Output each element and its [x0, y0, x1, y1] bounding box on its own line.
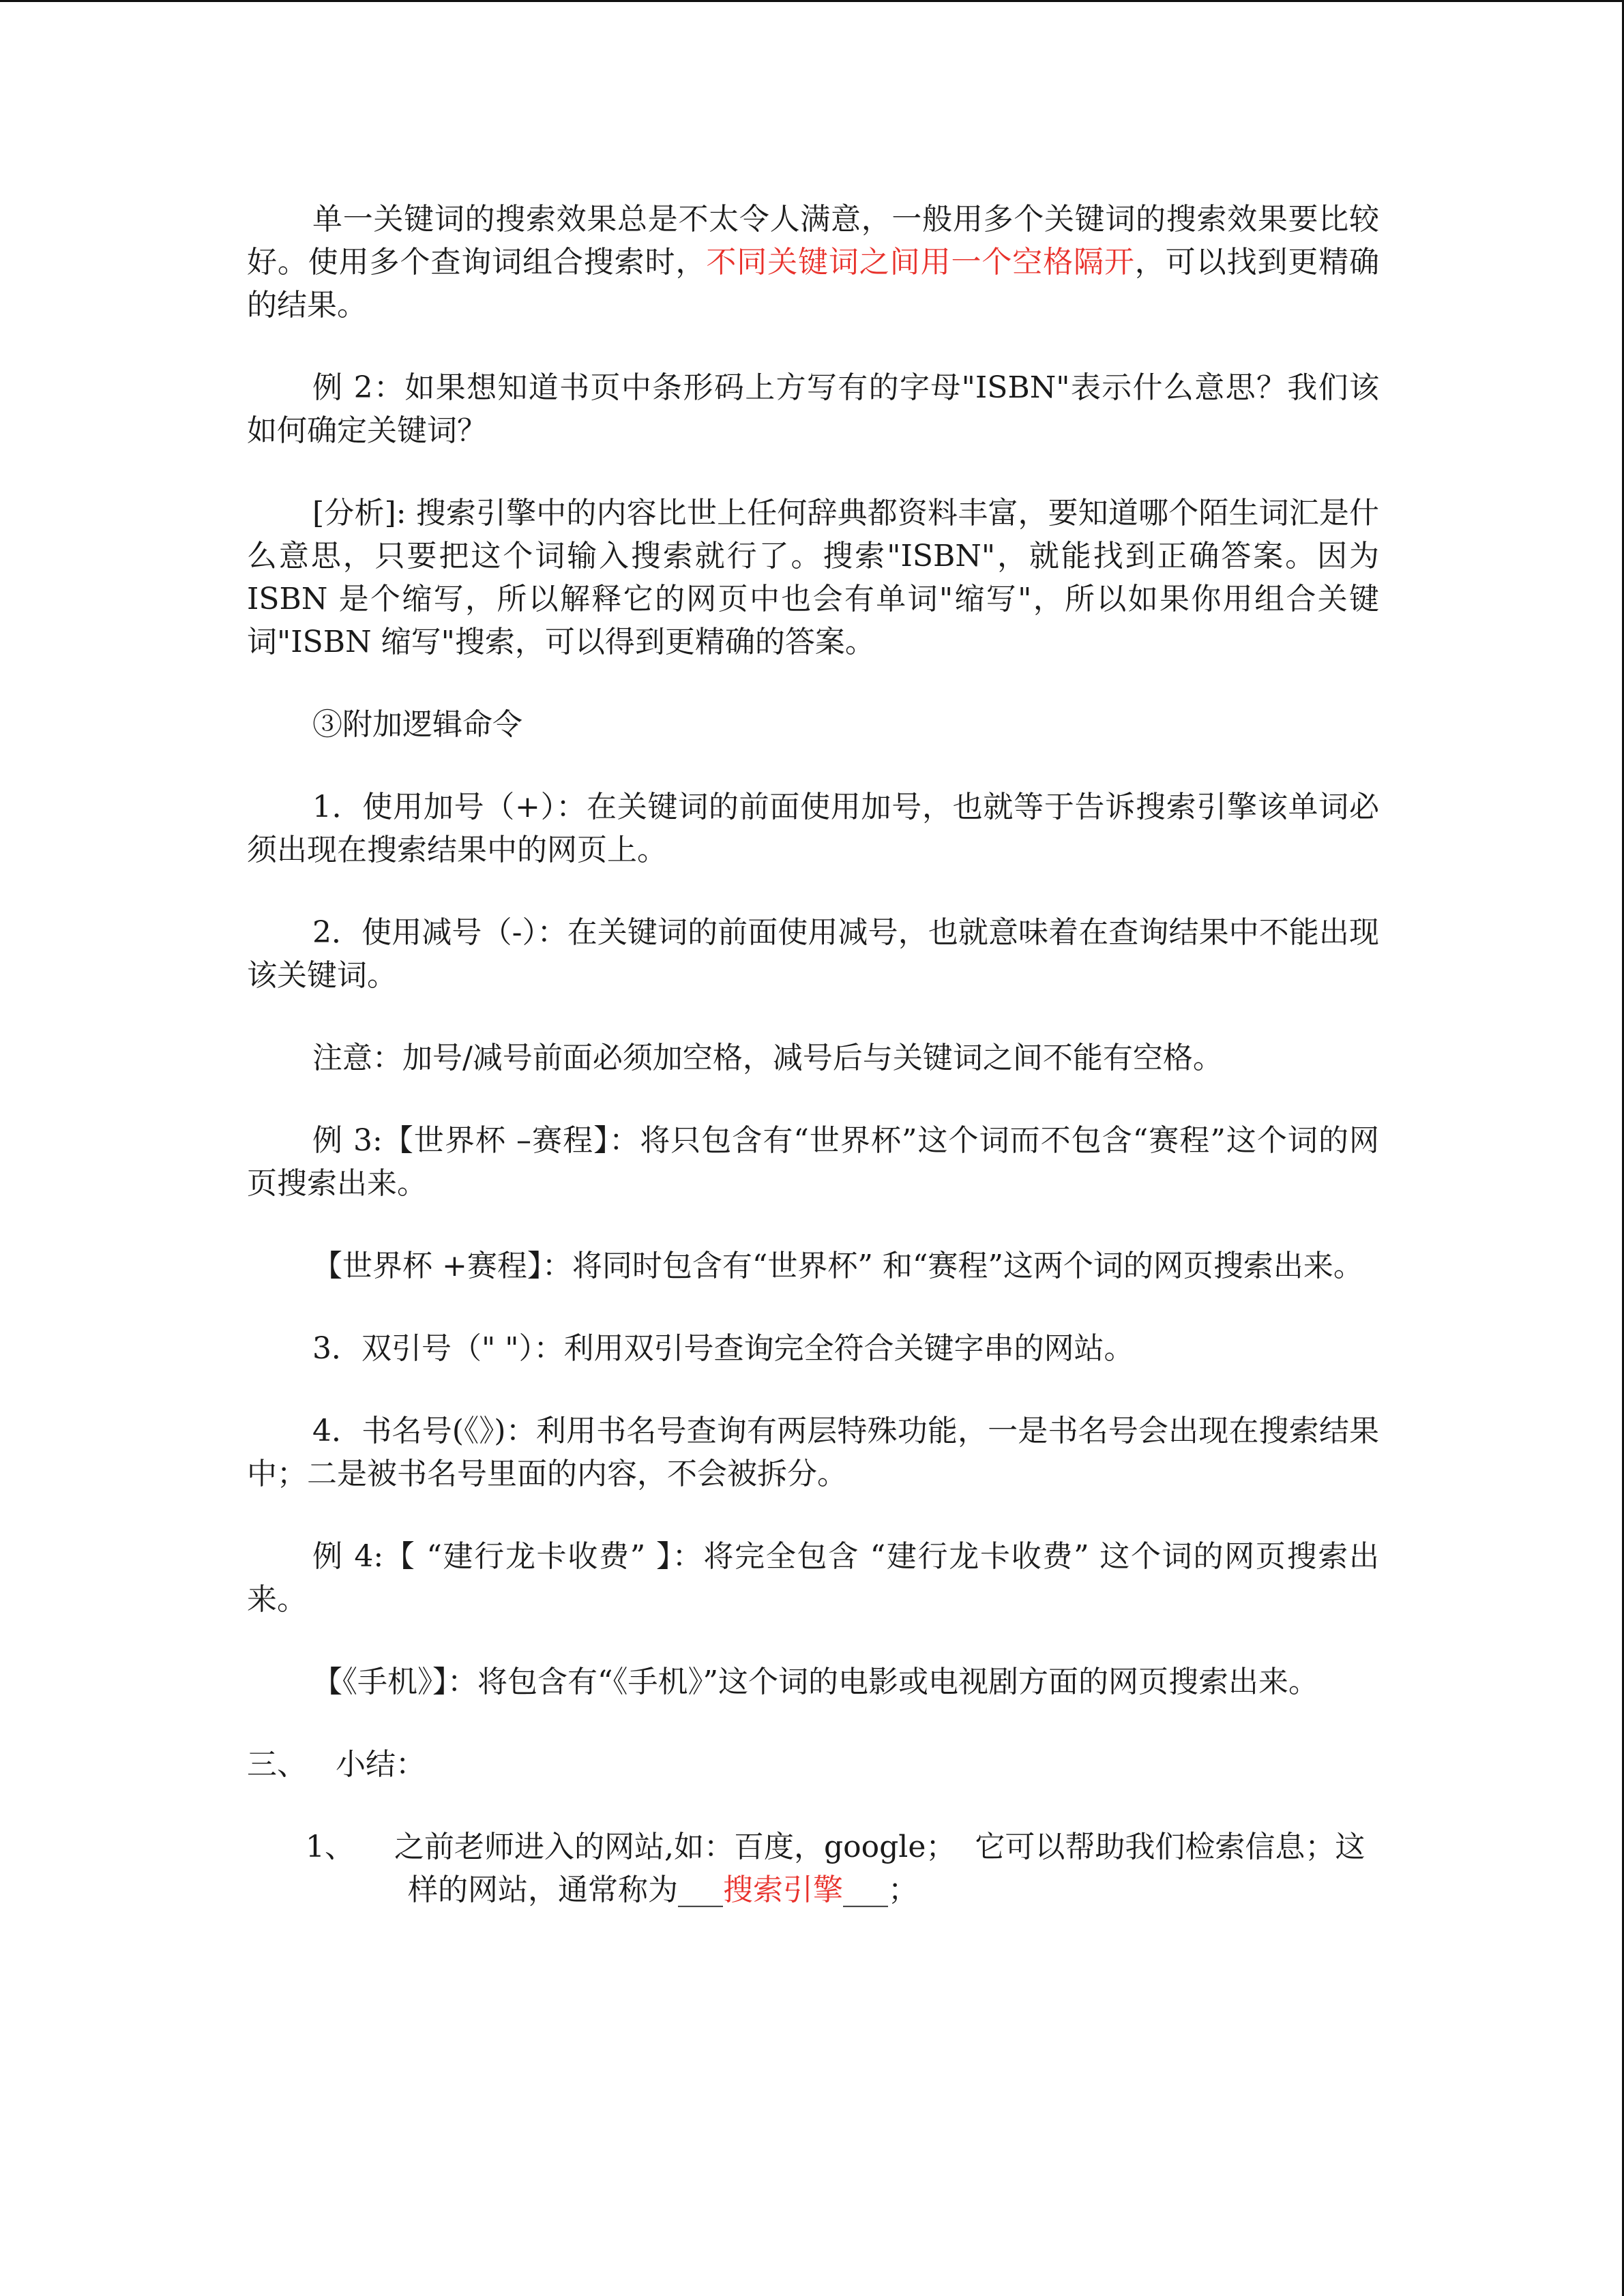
paragraph-title-marks-operator: 4．书名号(《》)：利用书名号查询有两层特殊功能，一是书名号会出现在搜索结果中；二是被书名号里面的内容，不会被拆分。 — [247, 1414, 1379, 1491]
fill-blank-left: ___ — [678, 1873, 723, 1907]
paragraph-example-4b: 【《手机》】：将包含有“《手机》”这个词的电影或电视剧方面的网页搜索出来。 — [312, 1665, 1318, 1699]
highlighted-answer: 搜索引擎 — [723, 1873, 843, 1907]
page-top-border — [0, 0, 1624, 2]
text-run: 单一关键词的搜索效果总是不太令人满意，一般用多个关键词的搜索效果要比较好。使用多个查询词组合搜索时， — [247, 202, 1379, 280]
paragraph-example-3b: 【世界杯 +赛程】：将同时包含有“世界杯” 和“赛程”这两个词的网页搜索出来。 — [312, 1249, 1363, 1283]
text-run: 之前老师进入的网站,如：百度，google； 它可以帮助我们检索信息；这样的网站，通常称为 — [394, 1830, 1365, 1907]
document-body — [247, 198, 1389, 1911]
paragraph-example-2: 例 2：如果想知道书页中条形码上方写有的字母"ISBN"表示什么意思？我们该如何确定关键词？ — [247, 370, 1379, 448]
paragraph-minus-operator: 2．使用减号（-）：在关键词的前面使用减号，也就意味着在查询结果中不能出现该关键词。 — [247, 915, 1379, 993]
section-heading-summary: 三、 小结： — [247, 1747, 426, 1782]
paragraph-note: 注意：加号/减号前面必须加空格，减号后与关键词之间不能有空格。 — [312, 1041, 1223, 1075]
fill-blank-right: ___ — [843, 1873, 888, 1907]
paragraph-example-4: 例 4:【 “建行龙卡收费” 】：将完全包含 “建行龙卡收费” 这个词的网页搜索出来。 — [247, 1539, 1379, 1617]
paragraph-logic-commands-heading: ③附加逻辑命令 — [312, 707, 522, 742]
paragraph-quotes-operator: 3．双引号（" "）：利用双引号查询完全符合关键字串的网站。 — [312, 1331, 1134, 1366]
paragraph-analysis: [分析]: 搜索引擎中的内容比世上任何辞典都资料丰富，要知道哪个陌生词汇是什么意思，只要把这个词输入搜索就行了。搜索"ISBN"，就能找到正确答案。因为 ISBN 是个缩写，所以解释它的网页中也会有单词"缩写"，所以如果你用组合关键词"ISBN 缩写"搜索，可以得到更精确的答案。 — [247, 496, 1389, 659]
paragraph-plus-operator: 1．使用加号（+）：在关键词的前面使用加号，也就等于告诉搜索引擎该单词必须出现在搜索结果中的网页上。 — [247, 790, 1379, 867]
summary-item-1 — [247, 1825, 1379, 1911]
paragraph-multi-keyword — [247, 198, 1379, 327]
text-run: ； — [888, 1873, 918, 1907]
text-run: ，可以找到更精确的结果。 — [247, 245, 1380, 323]
highlighted-text: 不同关键词之间用一个空格隔开 — [706, 245, 1135, 280]
paragraph-example-3: 例 3:【世界杯 –赛程】：将只包含有“世界杯”这个词而不包含“赛程”这个词的网页搜索出来。 — [247, 1123, 1379, 1201]
list-number: 1、 — [306, 1830, 355, 1864]
